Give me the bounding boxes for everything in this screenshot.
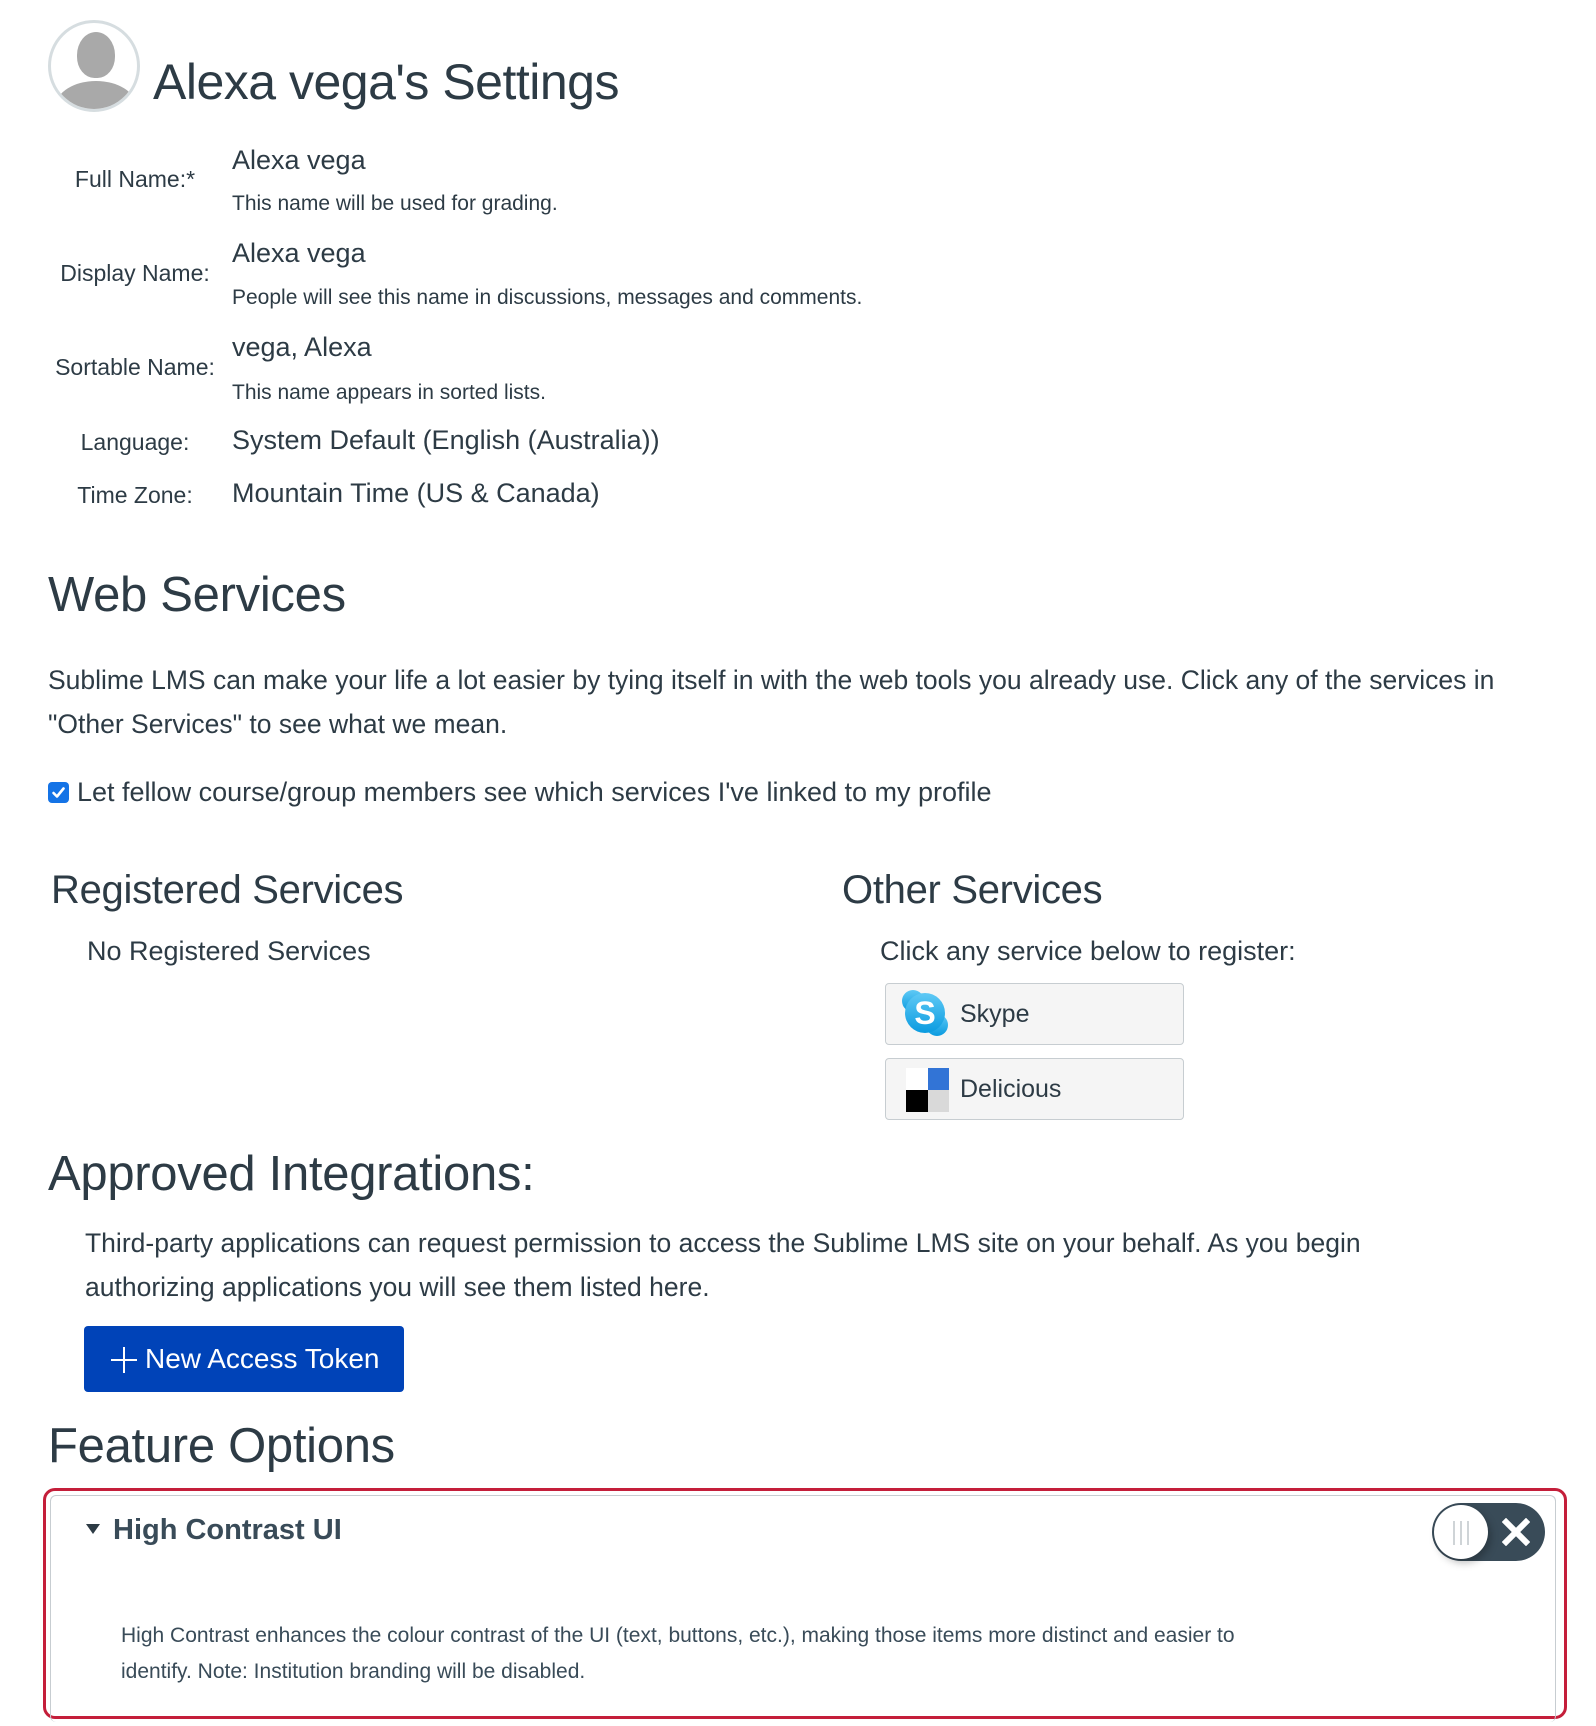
display-name-hint: People will see this name in discussions, messages and comments. [232, 286, 863, 309]
skype-service-button[interactable] [885, 983, 1184, 1045]
other-services-heading: Other Services [842, 868, 1103, 912]
full-name-value: Alexa vega [232, 145, 366, 175]
skype-label: Skype [960, 1000, 1030, 1028]
toggle-knob [1434, 1505, 1488, 1559]
delicious-label: Delicious [960, 1075, 1062, 1103]
delicious-service-button[interactable] [885, 1058, 1184, 1120]
display-name-value: Alexa vega [232, 238, 366, 268]
registered-services-heading: Registered Services [51, 868, 404, 912]
new-access-token-button[interactable] [84, 1326, 404, 1392]
time-zone-label: Time Zone: [77, 482, 193, 508]
feature-title-high-contrast[interactable]: High Contrast UI [113, 1514, 342, 1546]
avatar-head-shape [77, 32, 115, 78]
display-name-label: Display Name: [60, 260, 210, 286]
new-access-token-label: New Access Token [145, 1343, 380, 1374]
skype-icon [900, 988, 950, 1038]
avatar-body-shape [56, 81, 136, 112]
full-name-label: Full Name:* [74, 166, 196, 192]
web-services-description: Sublime LMS can make your life a lot easier by tying itself in with the web tools you already use. Click any of the services in "Other Services" to see what we mean. [48, 665, 1495, 739]
avatar [48, 20, 140, 112]
time-zone-value: Mountain Time (US & Canada) [232, 478, 600, 508]
language-value: System Default (English (Australia)) [232, 425, 660, 455]
show-linked-services-checkbox[interactable] [48, 782, 69, 803]
svg-text:S: S [914, 995, 936, 1031]
caret-down-icon[interactable] [86, 1524, 100, 1534]
checkmark-icon [51, 785, 66, 800]
no-registered-services-text: No Registered Services [87, 936, 371, 966]
approved-integrations-heading: Approved Integrations: [48, 1147, 535, 1201]
approved-integrations-description: Third-party applications can request permission to access the Sublime LMS site on your behalf. As you begin authorizing applications you will see them listed here. [85, 1228, 1361, 1302]
other-services-instruction: Click any service below to register: [880, 936, 1296, 966]
plus-icon [110, 1346, 138, 1374]
sortable-name-value: vega, Alexa [232, 332, 372, 362]
high-contrast-toggle[interactable] [1432, 1503, 1545, 1561]
sortable-name-hint: This name appears in sorted lists. [232, 381, 546, 404]
feature-options-heading: Feature Options [48, 1419, 395, 1473]
web-services-heading: Web Services [48, 568, 346, 622]
sortable-name-label: Sortable Name: [55, 354, 215, 380]
show-linked-services-label[interactable]: Let fellow course/group members see which services I've linked to my profile [77, 777, 992, 807]
feature-description-high-contrast: High Contrast enhances the colour contrast of the UI (text, buttons, etc.), making those items more distinct and easier to identify. Note: Institution branding will be disabled. [121, 1624, 1235, 1683]
delicious-icon [906, 1068, 949, 1112]
full-name-hint: This name will be used for grading. [232, 192, 558, 215]
page-title: Alexa vega's Settings [153, 54, 619, 110]
close-x-icon [1502, 1518, 1530, 1546]
language-label: Language: [80, 429, 190, 455]
